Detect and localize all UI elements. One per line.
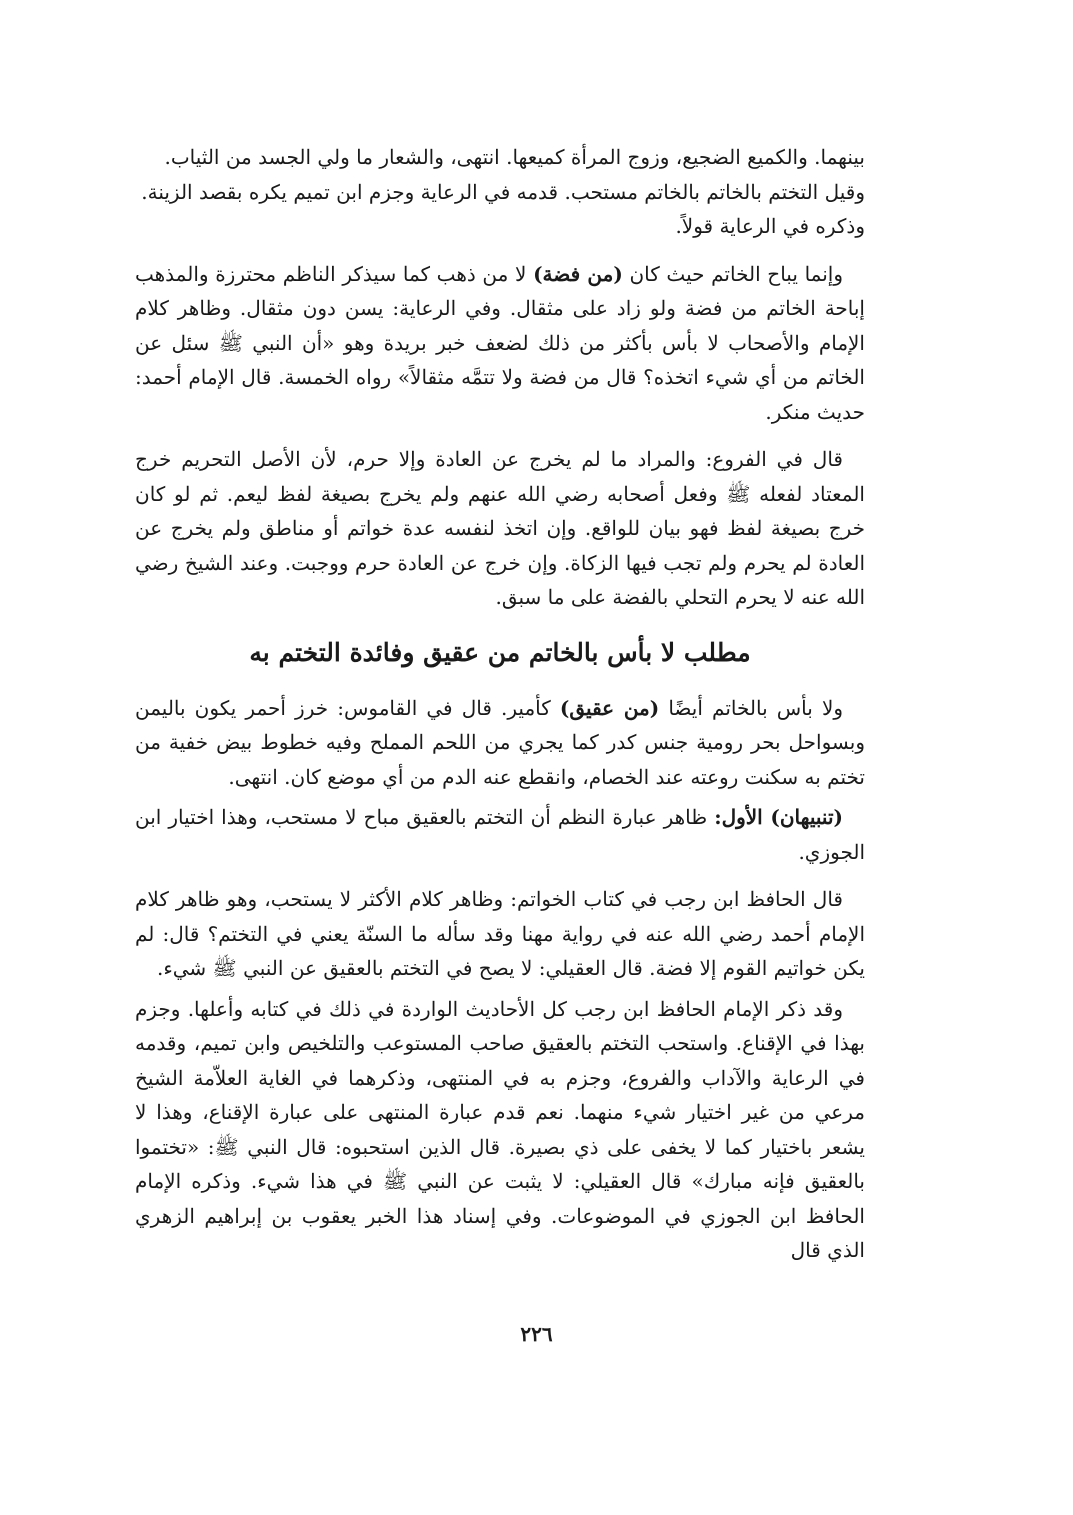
matn-quote: (من عقيق) — [559, 695, 660, 720]
paragraph-tanbihan: (تنبيهان) الأول: ظاهر عبارة النظم أن التختم بالعقيق مباح لا مستحب، وهذا اختيار ابن الجوزي. — [135, 805, 865, 864]
paragraph-ahadith: وقد ذكر الإمام الحافظ ابن رجب كل الأحاديث الواردة في ذلك في كتابه وأعلها. وجزم بهذا في الإقناع. واستحب التختم بالعقيق صاحب المستوعب والتلخيص وابن تميم، وقدمه في الرعاية والآداب والفروع، وجزم به في المنتهى، وذكرهما في الغاية العلاّمة الشيخ مرعي من غير اختيار شيء منهما. نعم قدم عبارة المنتهى على عبارة الإقناع، وهذا لا يشعر باختيار كما لا يخفى على ذي بصيرة. قال الذين استحبوه: قال النبي ﷺ: «تختموا بالعقيق فإنه مبارك» قال العقيلي: لا يثبت عن النبي ﷺ في هذا شيء. وذكره الإمام الحافظ ابن الجوزي في الموضوعات. وفي إسناد هذا الخبر يعقوب بن إبراهيم الزهري الذي قال — [135, 996, 865, 1262]
paragraph-silver-ring: وإنما يباح الخاتم حيث كان (من فضة) لا من ذهب كما سيذكر الناظم محترزة والمذهب إباحة الخاتم من فضة ولو زاد على مثقال. وفي الرعاية: يسن دون مثقال. وظاهر كلام الإمام والأصحاب لا بأس بأكثر من ذلك لضعف خبر بريدة وهو «أن النبي ﷺ سئل عن الخاتم من أي شيء اتخذه؟ قال من فضة ولا تتمَّه مثقالاً» رواه الخمسة. قال الإمام أحمد: حديث منكر. — [135, 261, 865, 424]
text-line: وقيل التختم بالخاتم بالخاتم مستحب. قدمه في الرعاية وجزم ابن تميم يكره بقصد الزينة. — [141, 179, 865, 204]
tanbih-label: (تنبيهان) الأول: — [714, 805, 843, 829]
matn-quote: (من فضة) — [533, 261, 623, 286]
paragraph-furu: قال في الفروع: والمراد ما لم يخرج عن العادة وإلا حرم، لأن الأصل التحريم خرج المعتاد لفعله ﷺ وفعل أصحابه رضي الله عنهم ولم يخرج بصيغة لفظ ليعم. ثم لو كان خرج بصيغة لفظ فهو بيان للواقع. وإن اتخذ لنفسه عدة خواتم أو مناطق ولم يخرج عن العادة لم يحرم ولم تجب فيها الزكاة. وإن خرج عن العادة حرم ووجبت. وعند الشيخ رضي الله عنه لا يحرم التحلي بالفضة على ما سبق. — [135, 447, 865, 609]
paragraph-continuation — [135, 140, 865, 244]
page-body — [135, 140, 865, 1268]
section-heading: مطلب لا بأس بالخاتم من عقيق وفائدة التختم به — [249, 637, 751, 667]
paragraph-aqiq: ولا بأس بالخاتم أيضًا (من عقيق) كأمير. قال في القاموس: خرز أحمر يكون باليمن وبسواحل بحر رومية جنس كدر كما يجري من اللحم المملح وفيه خطوط بيض خفية من تختم به سكنت روعته عند الخصام، وانقطع عنه الدم من أي موضع كان. انتهى. — [135, 695, 865, 789]
text-line: وذكره في الرعاية قولاً. — [675, 214, 865, 238]
page-number: ٢٢٦ — [520, 1322, 553, 1346]
paragraph-ibn-rajab: قال الحافظ ابن رجب في كتاب الخواتم: وظاهر كلام الأكثر لا يستحب، وهو ظاهر كلام الإمام أحمد رضي الله عنه في رواية مهنا وقد سأله ما السنّة يعني في التختم؟ قال: لم يكن خواتيم القوم إلا فضة. قال العقيلي: لا يصح في التختم بالعقيق عن النبي ﷺ شيء. — [135, 887, 865, 980]
text-line: بينهما. والكميع الضجيع، وزوج المرأة كميعها. انتهى، والشعار ما ولي الجسد من الثياب. — [164, 145, 865, 169]
